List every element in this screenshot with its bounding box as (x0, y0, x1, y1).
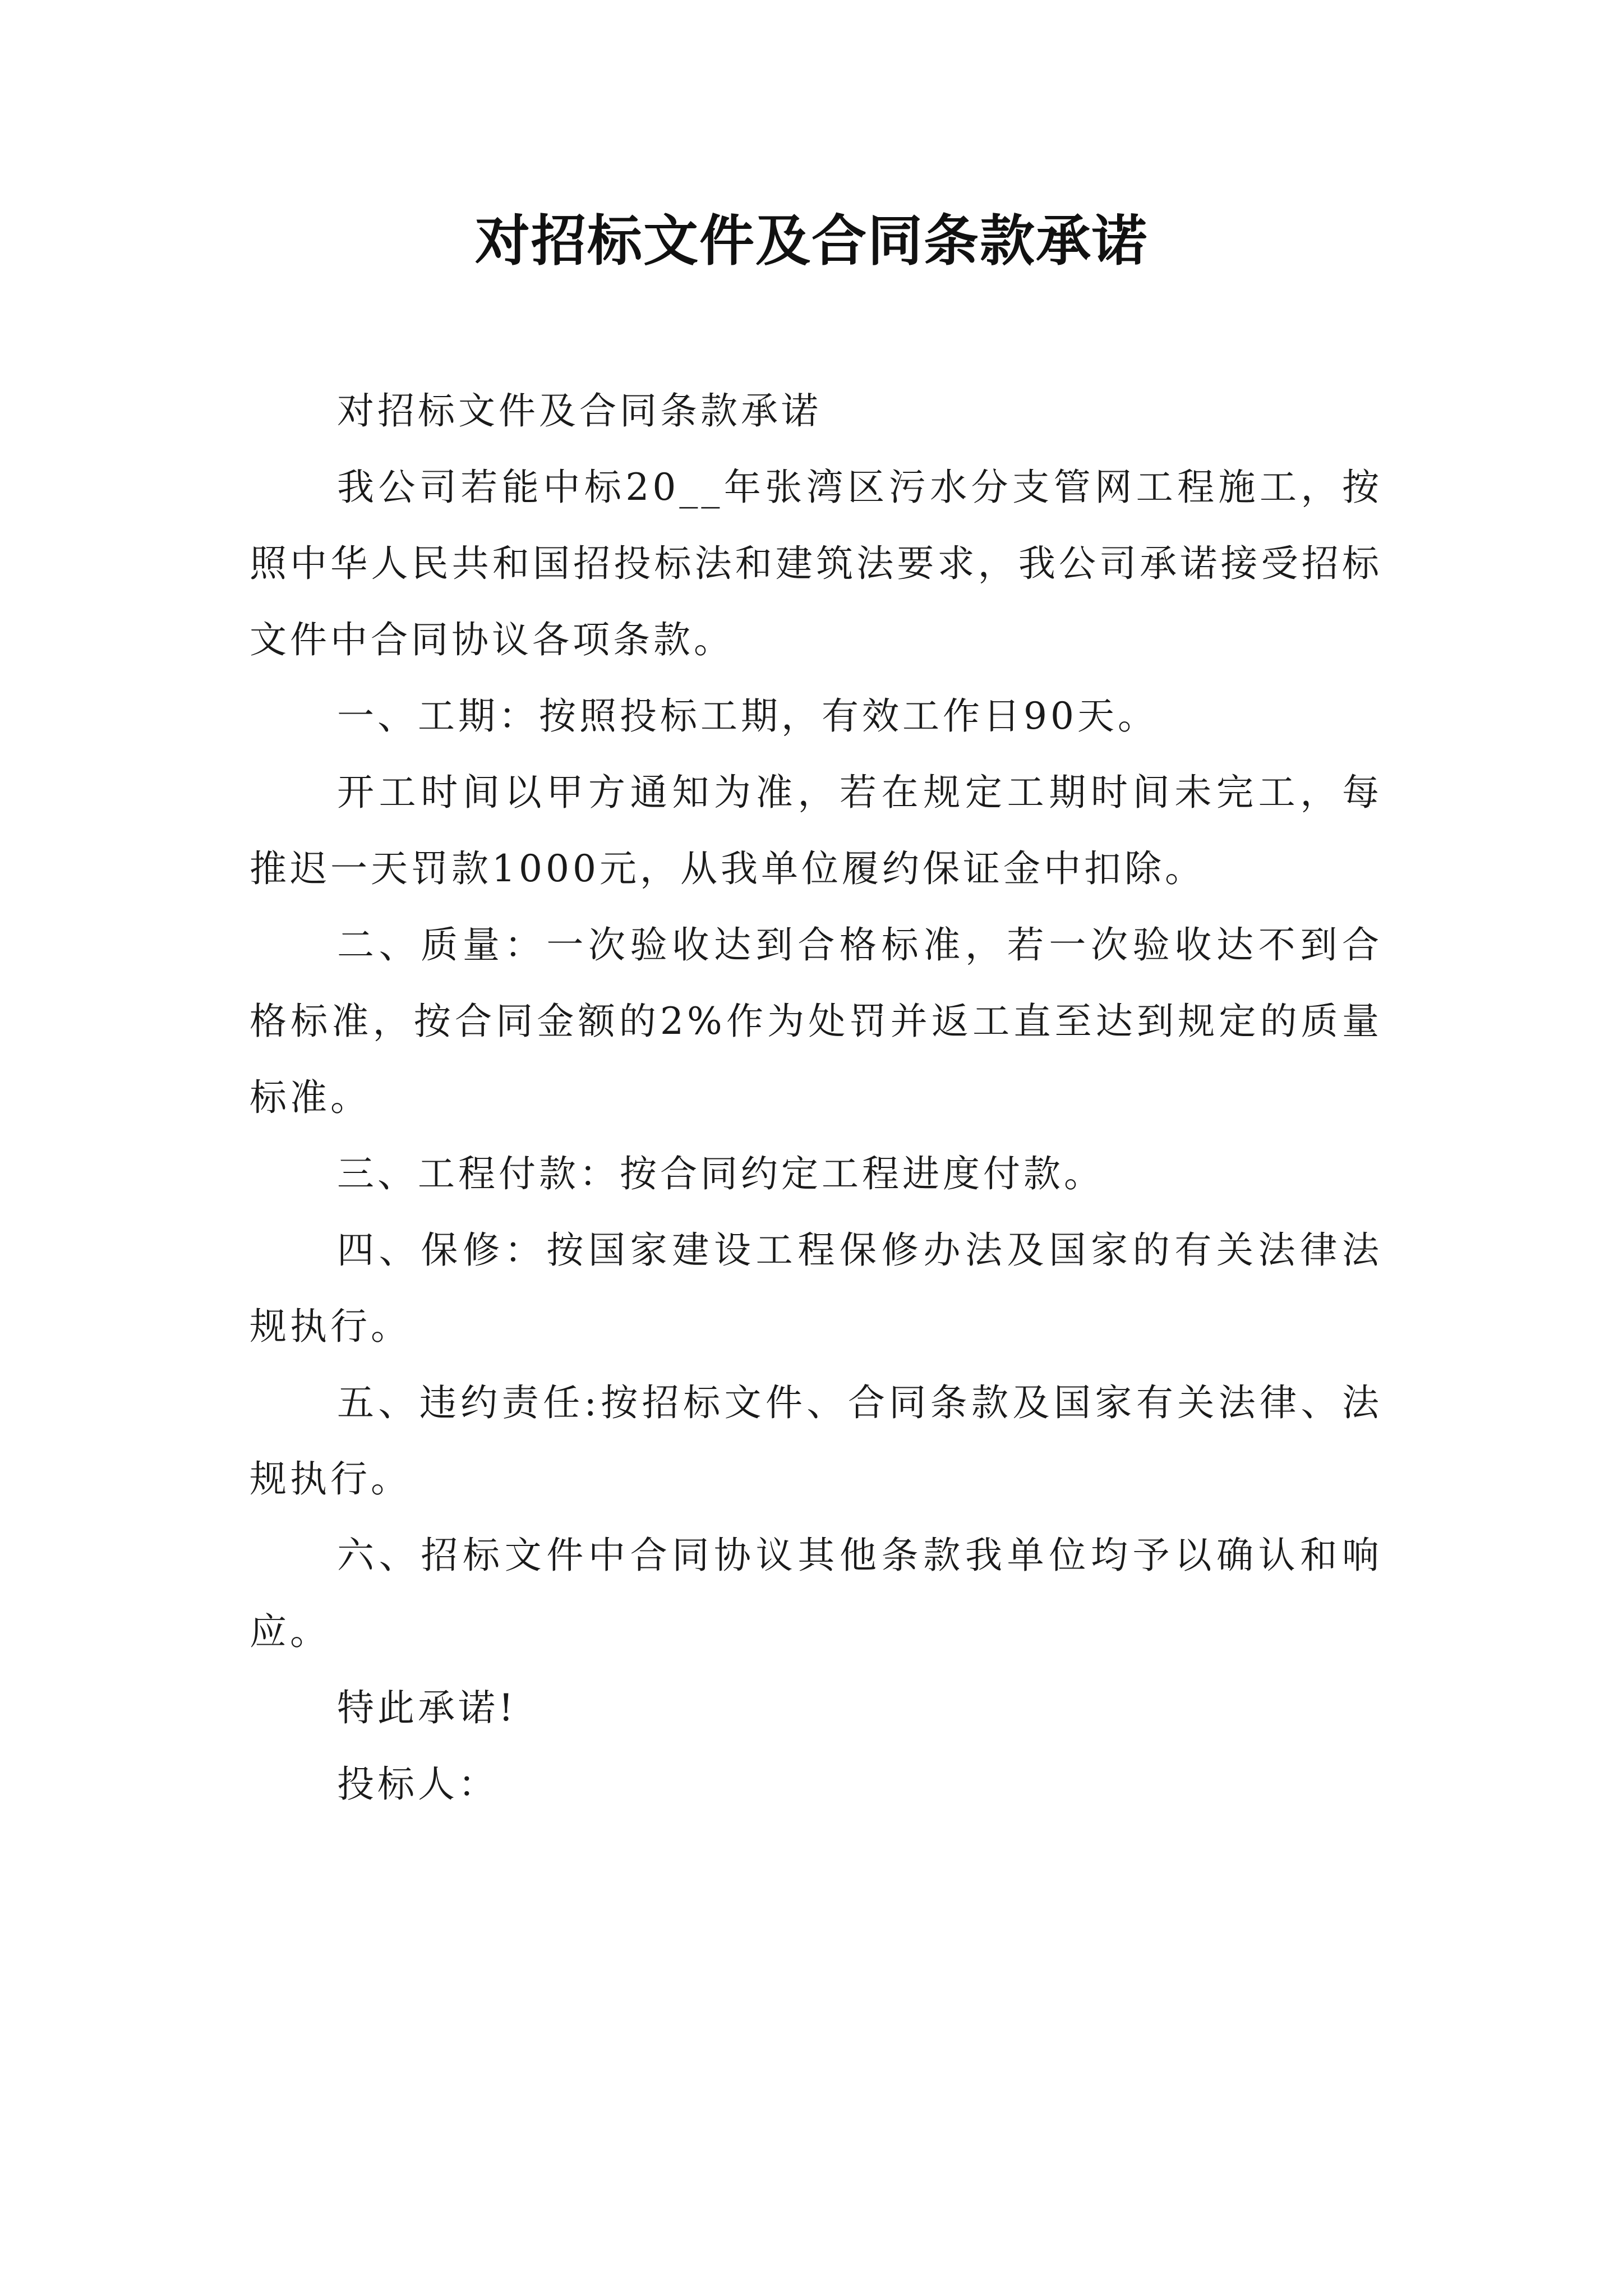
paragraph-start-time: 开工时间以甲方通知为准，若在规定工期时间未完工，每推迟一天罚款1000元，从我单位履约保证金中扣除。 (250, 771, 1382, 890)
paragraph-payment: 三、工程付款：按合同约定工程进度付款。 (337, 1152, 1104, 1195)
paragraph-other-terms: 六、招标文件中合同协议其他条款我单位均予以确认和响应。 (250, 1534, 1382, 1653)
paragraph-heading: 对招标文件及合同条款承诺 (337, 389, 822, 432)
paragraph-schedule: 一、工期：按照投标工期，有效工作日90天。 (337, 694, 1158, 738)
paragraph-liability: 五、违约责任:按招标文件、合同条款及国家有关法律、法规执行。 (250, 1381, 1382, 1501)
paragraph-warranty: 四、保修：按国家建设工程保修办法及国家的有关法律法规执行。 (250, 1228, 1382, 1348)
paragraph-closing: 特此承诺! (337, 1686, 517, 1729)
document-title: 对招标文件及合同条款承诺 (474, 209, 1148, 273)
document-body (250, 373, 1382, 1823)
paragraph-bidder: 投标人： (337, 1763, 499, 1806)
paragraph-quality: 二、质量：一次验收达到合格标准，若一次验收达不到合格标准，按合同金额的2%作为处罚并返工直至达到规定的质量标准。 (250, 923, 1382, 1119)
paragraph-intro: 我公司若能中标20__年张湾区污水分支管网工程施工，按照中华人民共和国招投标法和建筑法要求，我公司承诺接受招标文件中合同协议各项条款。 (250, 466, 1382, 661)
